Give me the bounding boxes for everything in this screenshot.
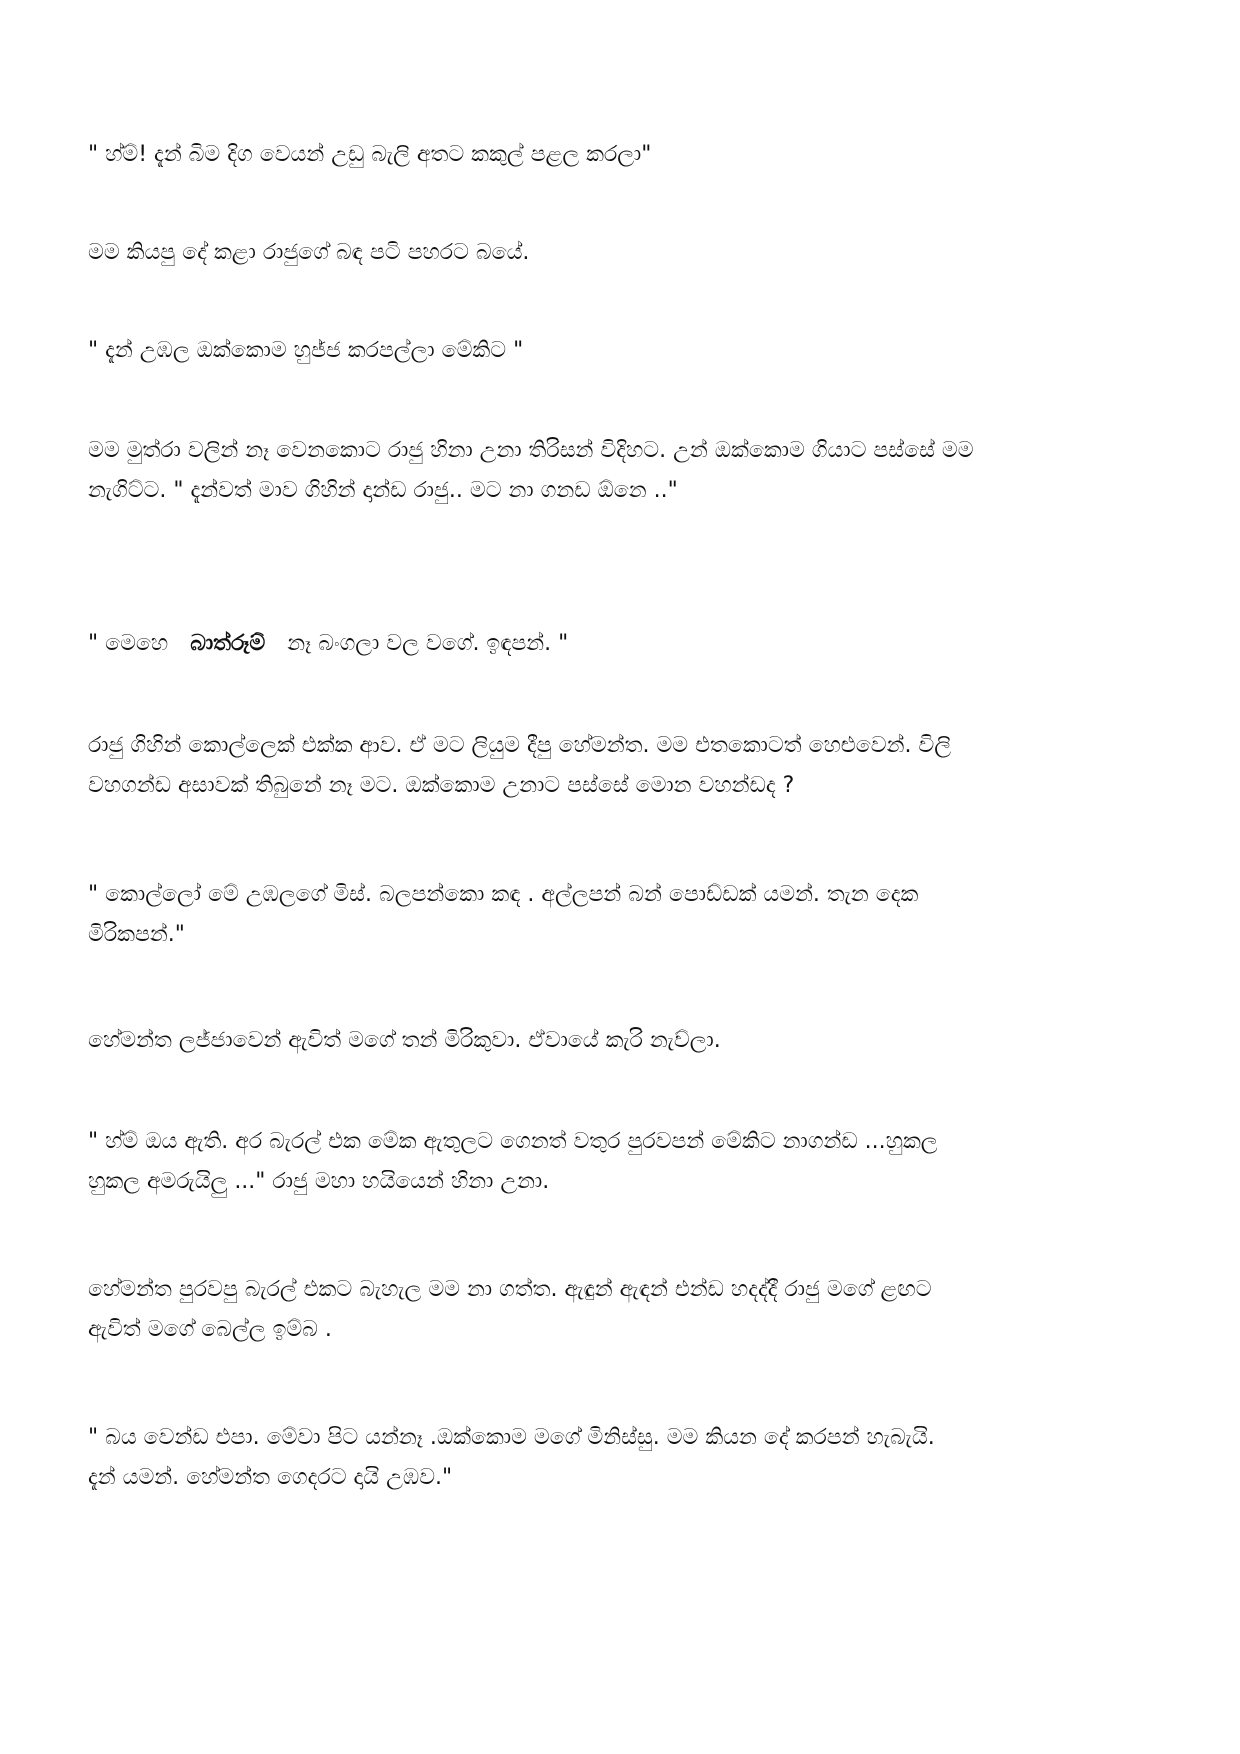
text-line: නැගිට්ට. " දැන්වත් මාව ගිහින් දාන්ඩ රාජු.. මට නා ගනඩ ඕනෙ .." — [88, 478, 678, 503]
text-line: ඇවිත් මගේ බෙල්ල ඉම්බ . — [88, 1317, 332, 1342]
text-line: " බය වෙන්ඩ එපා. මේවා පිට යන්නෑ .ඔක්කොම මගේ මිනිස්සු. මම කියන දේ කරපන් හැබැයි. — [88, 1425, 935, 1450]
paragraph-5 — [88, 624, 1148, 664]
text-line: හේමන්ත පුරවපු බැරල් එකට බැහැල මම නා ගත්ත. ඇඳුන් ඇඳන් එන්ඩ හදද්දී රාජු මගේ ළඟට — [88, 1277, 932, 1302]
paragraph-6 — [88, 726, 1148, 806]
text-line: දැන් යමන්. හේමන්ත ගෙදරට දායි උඹව." — [88, 1465, 453, 1490]
paragraph-3 — [88, 331, 1148, 371]
paragraph-2 — [88, 233, 1148, 273]
text-line: මම මුත්රා වලින් නෑ වෙනකොට රාජු හිනා උනා තිරිසන් විදිහට. උන් ඔක්කොම ගියාට පස්සේ මම — [88, 438, 974, 463]
bold-word: බාත්රූම් — [190, 631, 266, 656]
paragraph-1 — [88, 135, 1148, 175]
text-line: " හ්ම්! දැන් බිම දිග වෙයන් උඩු බැලි අතට කකුල් පළල කරලා" — [88, 142, 652, 167]
text-line: හුකල අමරුයිලු ..." රාජු මහා හයියෙන් හිනා උනා. — [88, 1169, 550, 1194]
text-line: හේමන්ත ලජ්ජාවෙන් ඇවිත් මගේ තන් මිරිකුවා. ඒවායේ කැරි නැව්ලා. — [88, 1028, 721, 1053]
paragraph-4 — [88, 431, 1148, 511]
text-line: රාජු ගිහින් කොල්ලෙක් එක්ක ආව. ඒ මට ලියුම දීපු හේමන්ත. මම එතකොටත් හෙළුවෙන්. විලි — [88, 733, 952, 758]
paragraph-7 — [88, 875, 1148, 955]
text-line: වහගන්ඩ අසාවක් තිබුනේ නෑ මට. ඔක්කොම උනාට පස්සේ මොන වහන්ඩද ? — [88, 773, 795, 798]
text-line: මම කියපු දේ කළා රාජුගේ බඳ පටි පහරට බයේ. — [88, 240, 530, 265]
text-line: " කොල්ලෝ මේ උඹලගේ මිස්. බලපන්කො කඳ . අල්ලපන් බන් පොඩ්ඩක් යමන්. තැන දෙක — [88, 882, 919, 907]
text-after-bold: නෑ බංගලා වල වගේ. ඉඳපන්. " — [287, 631, 569, 656]
text-line: " දැන් උඹල ඔක්කොම හුජ්ජ කරපල්ලා මේකිට " — [88, 338, 524, 363]
paragraph-9 — [88, 1122, 1148, 1202]
text-line — [88, 624, 1148, 664]
text-line: " හ්ම් ඔය ඇති. අර බැරල් එක මේක ඇතුලට ගෙනත් වතුර පුරවපන් මේකිට නාගන්ඩ ...හුකල — [88, 1129, 938, 1154]
paragraph-10 — [88, 1270, 1148, 1350]
text-line: මිරිකපන්." — [88, 922, 185, 947]
text-before-bold: " මෙහෙ — [88, 631, 169, 656]
paragraph-8 — [88, 1021, 1148, 1061]
paragraph-11 — [88, 1418, 1148, 1498]
